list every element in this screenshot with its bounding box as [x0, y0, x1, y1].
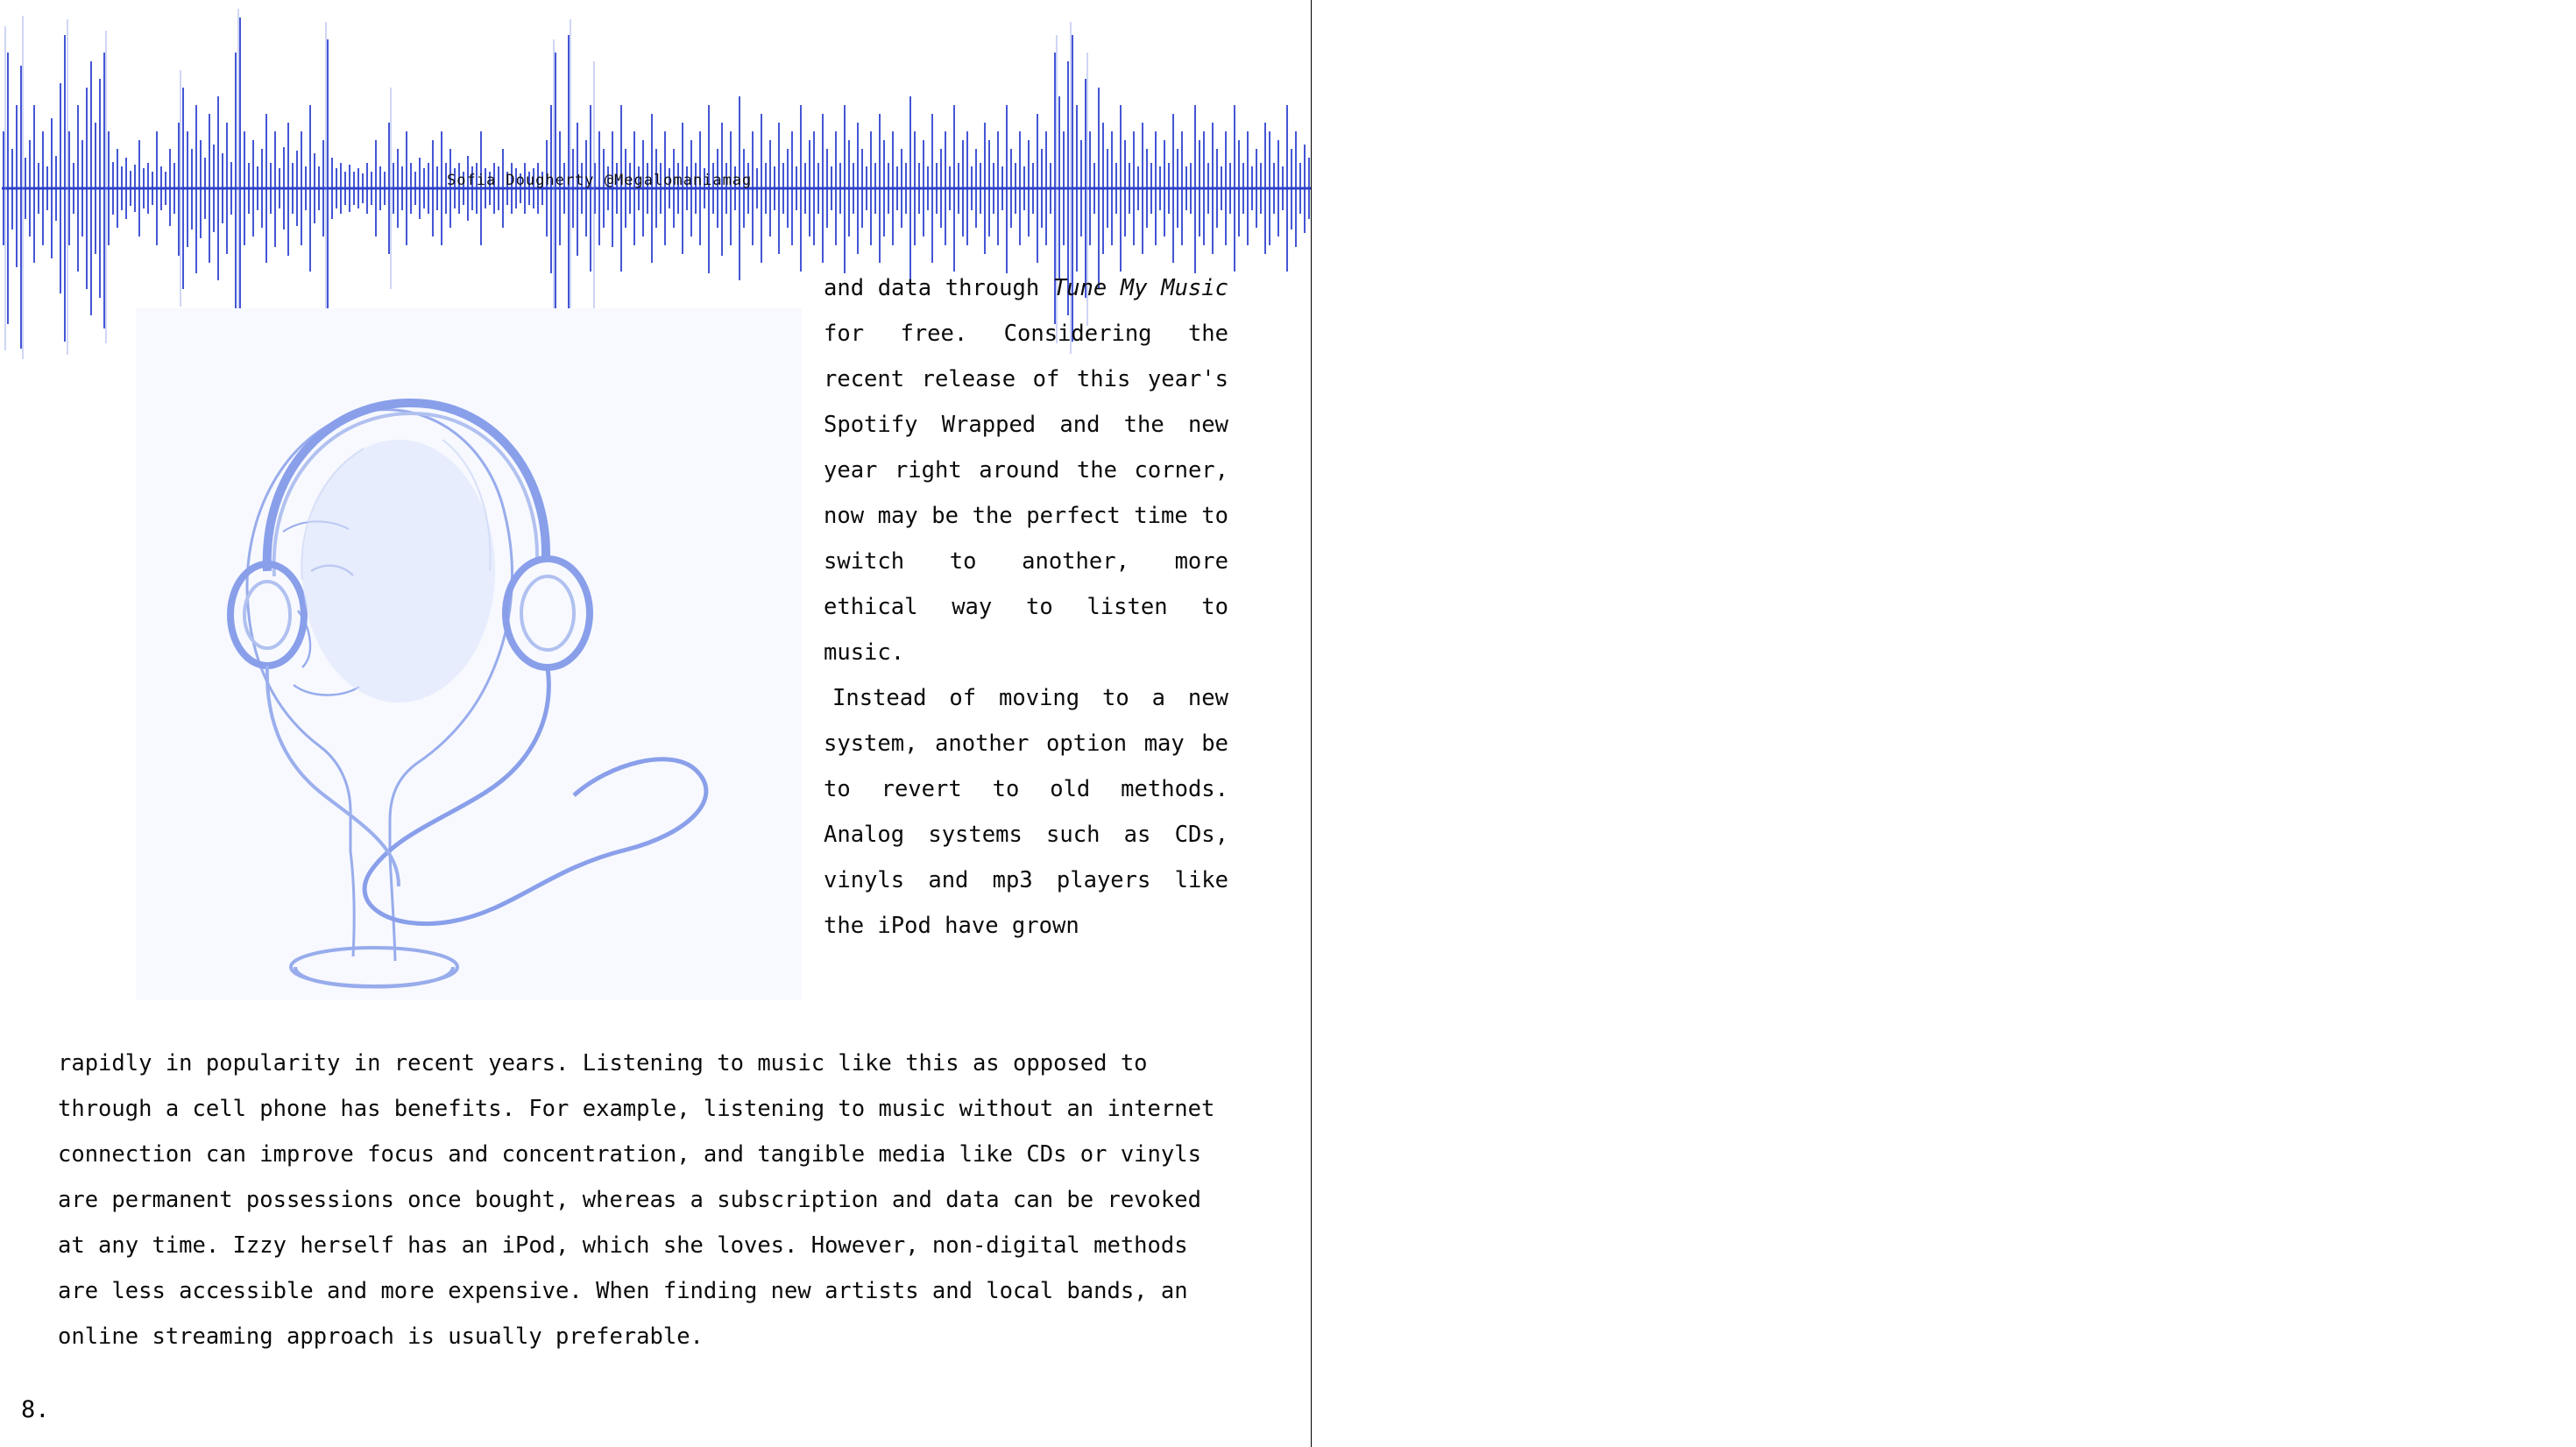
article-continuation-text: rapidly in popularity in recent years. Listening to music like this as opposed to through a cell phone has benefits. For example, listening to music without an internet connection can improve focus and concentration, and tangible media like CDs or vinyls are permanent possessions once bought, whereas a subscription and data can be revoked at any time. Izzy herself has an iPod, which she loves. However, non-digital methods are less accessible and more expensive. When finding new artists and local bands, an online streaming approach is usually preferable. — [58, 1050, 1215, 1350]
photo-credit: Sofia Dougherty @Megalomaniamag — [447, 172, 753, 189]
article-italic-title: Tune My Music — [1052, 275, 1228, 301]
page-number: 8. — [21, 1396, 50, 1423]
headphones-photo — [136, 308, 802, 1000]
right-page-blank — [1312, 0, 2576, 1447]
article-p1-part-a: and data through — [824, 275, 1053, 301]
article-column — [824, 265, 1228, 949]
article-paragraph-1 — [824, 265, 1228, 675]
article-p1-part-b: for free. Considering the recent release of this year's Spotify Wrapped and the new year right around the corner, now may be the perfect time to switch to another, more ethical way to listen to music. — [824, 321, 1228, 666]
article-paragraph-2: Instead of moving to a new system, another option may be to revert to old methods. Analog systems such as CDs, vinyls and mp3 players like the iPod have grown — [824, 685, 1228, 939]
article-continuation — [58, 1041, 1228, 1359]
